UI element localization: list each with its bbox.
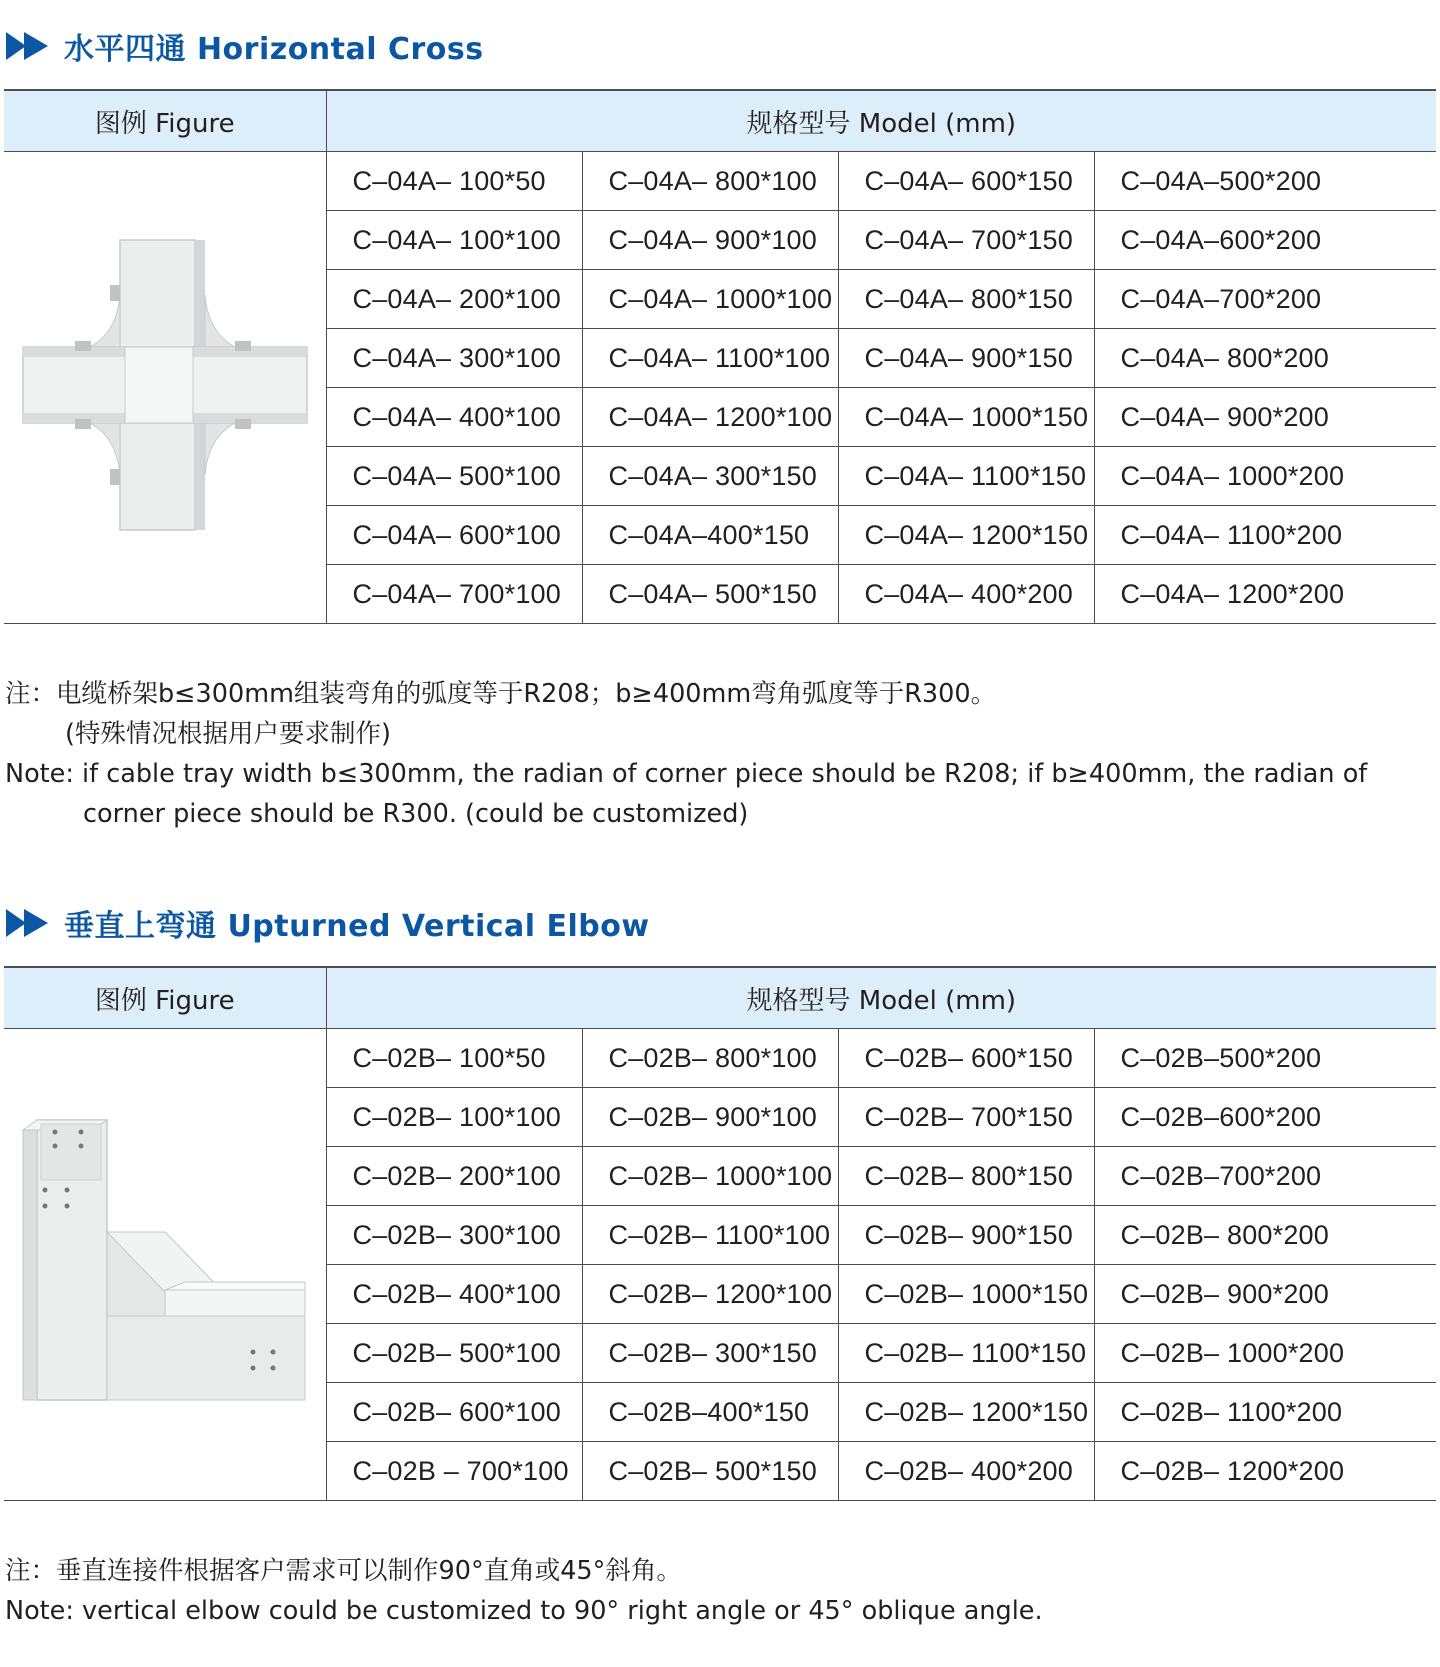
model-cell: C–04A– 1100*150 [838,447,1094,506]
note-line-en-cont: corner piece should be R300. (could be customized) [83,799,749,829]
vertical-elbow-illustration-icon [15,1112,315,1412]
model-cell: C–04A– 1100*200 [1094,506,1436,565]
model-header: 规格型号 Model (mm) [326,967,1436,1029]
model-cell: C–04A– 700*100 [326,565,582,624]
model-cell: C–04A– 1000*100 [582,270,838,329]
model-cell: C–02B– 1000*150 [838,1265,1094,1324]
model-cell: C–04A–500*200 [1094,152,1436,211]
section-title-vertical-elbow [0,903,650,943]
model-cell: C–04A– 1000*150 [838,388,1094,447]
section-title-horizontal-cross [0,26,484,66]
model-cell: C–04A– 700*150 [838,211,1094,270]
model-cell: C–02B – 700*100 [326,1442,582,1501]
model-cell: C–04A– 1200*100 [582,388,838,447]
table-row [4,1029,1436,1088]
horizontal-cross-illustration-icon [15,235,315,535]
model-cell: C–04A–700*200 [1094,270,1436,329]
model-cell: C–02B– 700*150 [838,1088,1094,1147]
model-cell: C–04A– 400*200 [838,565,1094,624]
model-cell: C–04A– 900*200 [1094,388,1436,447]
model-cell: C–02B– 400*200 [838,1442,1094,1501]
model-cell: C–04A– 900*100 [582,211,838,270]
table-row [4,152,1436,211]
model-cell: C–04A– 100*50 [326,152,582,211]
figure-cell [4,152,326,624]
model-cell: C–04A– 600*150 [838,152,1094,211]
figure-cell [4,1029,326,1501]
model-cell: C–02B– 900*150 [838,1206,1094,1265]
model-cell: C–02B– 500*100 [326,1324,582,1383]
note-line-cn: 注：垂直连接件根据客户需求可以制作90°直角或45°斜角。 [5,1556,682,1586]
model-cell: C–04A– 300*150 [582,447,838,506]
model-cell: C–02B– 1100*150 [838,1324,1094,1383]
model-cell: C–02B– 100*100 [326,1088,582,1147]
model-cell: C–04A– 600*100 [326,506,582,565]
model-cell: C–04A– 1200*200 [1094,565,1436,624]
table-header-row [4,90,1436,152]
model-cell: C–02B– 1200*150 [838,1383,1094,1442]
model-cell: C–02B– 1200*200 [1094,1442,1436,1501]
model-cell: C–02B–500*200 [1094,1029,1436,1088]
model-cell: C–04A– 400*100 [326,388,582,447]
spec-table-horizontal-cross [4,89,1436,624]
note-block-vertical-elbow [5,1551,1043,1631]
model-cell: C–04A– 200*100 [326,270,582,329]
model-cell: C–02B– 200*100 [326,1147,582,1206]
model-cell: C–02B– 800*200 [1094,1206,1436,1265]
model-cell: C–02B–400*150 [582,1383,838,1442]
model-cell: C–02B– 1100*200 [1094,1383,1436,1442]
table-header-row [4,967,1436,1029]
figure-header: 图例 Figure [4,967,326,1029]
model-cell: C–02B– 100*50 [326,1029,582,1088]
model-cell: C–02B– 300*100 [326,1206,582,1265]
model-cell: C–04A– 1100*100 [582,329,838,388]
note-block-horizontal-cross [5,674,1367,834]
section-title-text: 垂直上弯通 Upturned Vertical Elbow [64,909,650,944]
model-cell: C–04A– 900*150 [838,329,1094,388]
model-cell: C–02B–700*200 [1094,1147,1436,1206]
section-title-text: 水平四通 Horizontal Cross [64,32,484,67]
model-cell: C–04A– 300*100 [326,329,582,388]
double-arrow-icon [4,905,60,941]
model-cell: C–04A– 100*100 [326,211,582,270]
model-cell: C–02B– 1100*100 [582,1206,838,1265]
double-arrow-icon [4,28,60,64]
model-cell: C–04A– 800*150 [838,270,1094,329]
note-line-cn-sub: (特殊情况根据用户要求制作) [65,719,391,749]
model-cell: C–04A– 500*100 [326,447,582,506]
model-cell: C–02B– 1000*200 [1094,1324,1436,1383]
model-header: 规格型号 Model (mm) [326,90,1436,152]
note-line-en: Note: if cable tray width b≤300mm, the radian of corner piece should be R208; if b≥400mm, the radian of [5,759,1368,789]
model-cell: C–02B– 400*100 [326,1265,582,1324]
model-cell: C–02B– 600*150 [838,1029,1094,1088]
model-cell: C–04A–600*200 [1094,211,1436,270]
model-cell: C–02B– 800*150 [838,1147,1094,1206]
figure-header: 图例 Figure [4,90,326,152]
model-cell: C–04A– 1200*150 [838,506,1094,565]
model-cell: C–02B–600*200 [1094,1088,1436,1147]
model-cell: C–04A– 1000*200 [1094,447,1436,506]
model-cell: C–04A– 800*200 [1094,329,1436,388]
model-cell: C–04A– 500*150 [582,565,838,624]
model-cell: C–02B– 900*100 [582,1088,838,1147]
model-cell: C–02B– 800*100 [582,1029,838,1088]
model-cell: C–02B– 300*150 [582,1324,838,1383]
model-cell: C–04A–400*150 [582,506,838,565]
model-cell: C–04A– 800*100 [582,152,838,211]
model-cell: C–02B– 900*200 [1094,1265,1436,1324]
model-cell: C–02B– 500*150 [582,1442,838,1501]
note-line-cn: 注：电缆桥架b≤300mm组装弯角的弧度等于R208；b≥400mm弯角弧度等于R300。 [5,679,997,709]
spec-table-vertical-elbow [4,966,1436,1501]
model-cell: C–02B– 600*100 [326,1383,582,1442]
model-cell: C–02B– 1200*100 [582,1265,838,1324]
note-line-en: Note: vertical elbow could be customized to 90° right angle or 45° oblique angle. [5,1596,1043,1626]
model-cell: C–02B– 1000*100 [582,1147,838,1206]
